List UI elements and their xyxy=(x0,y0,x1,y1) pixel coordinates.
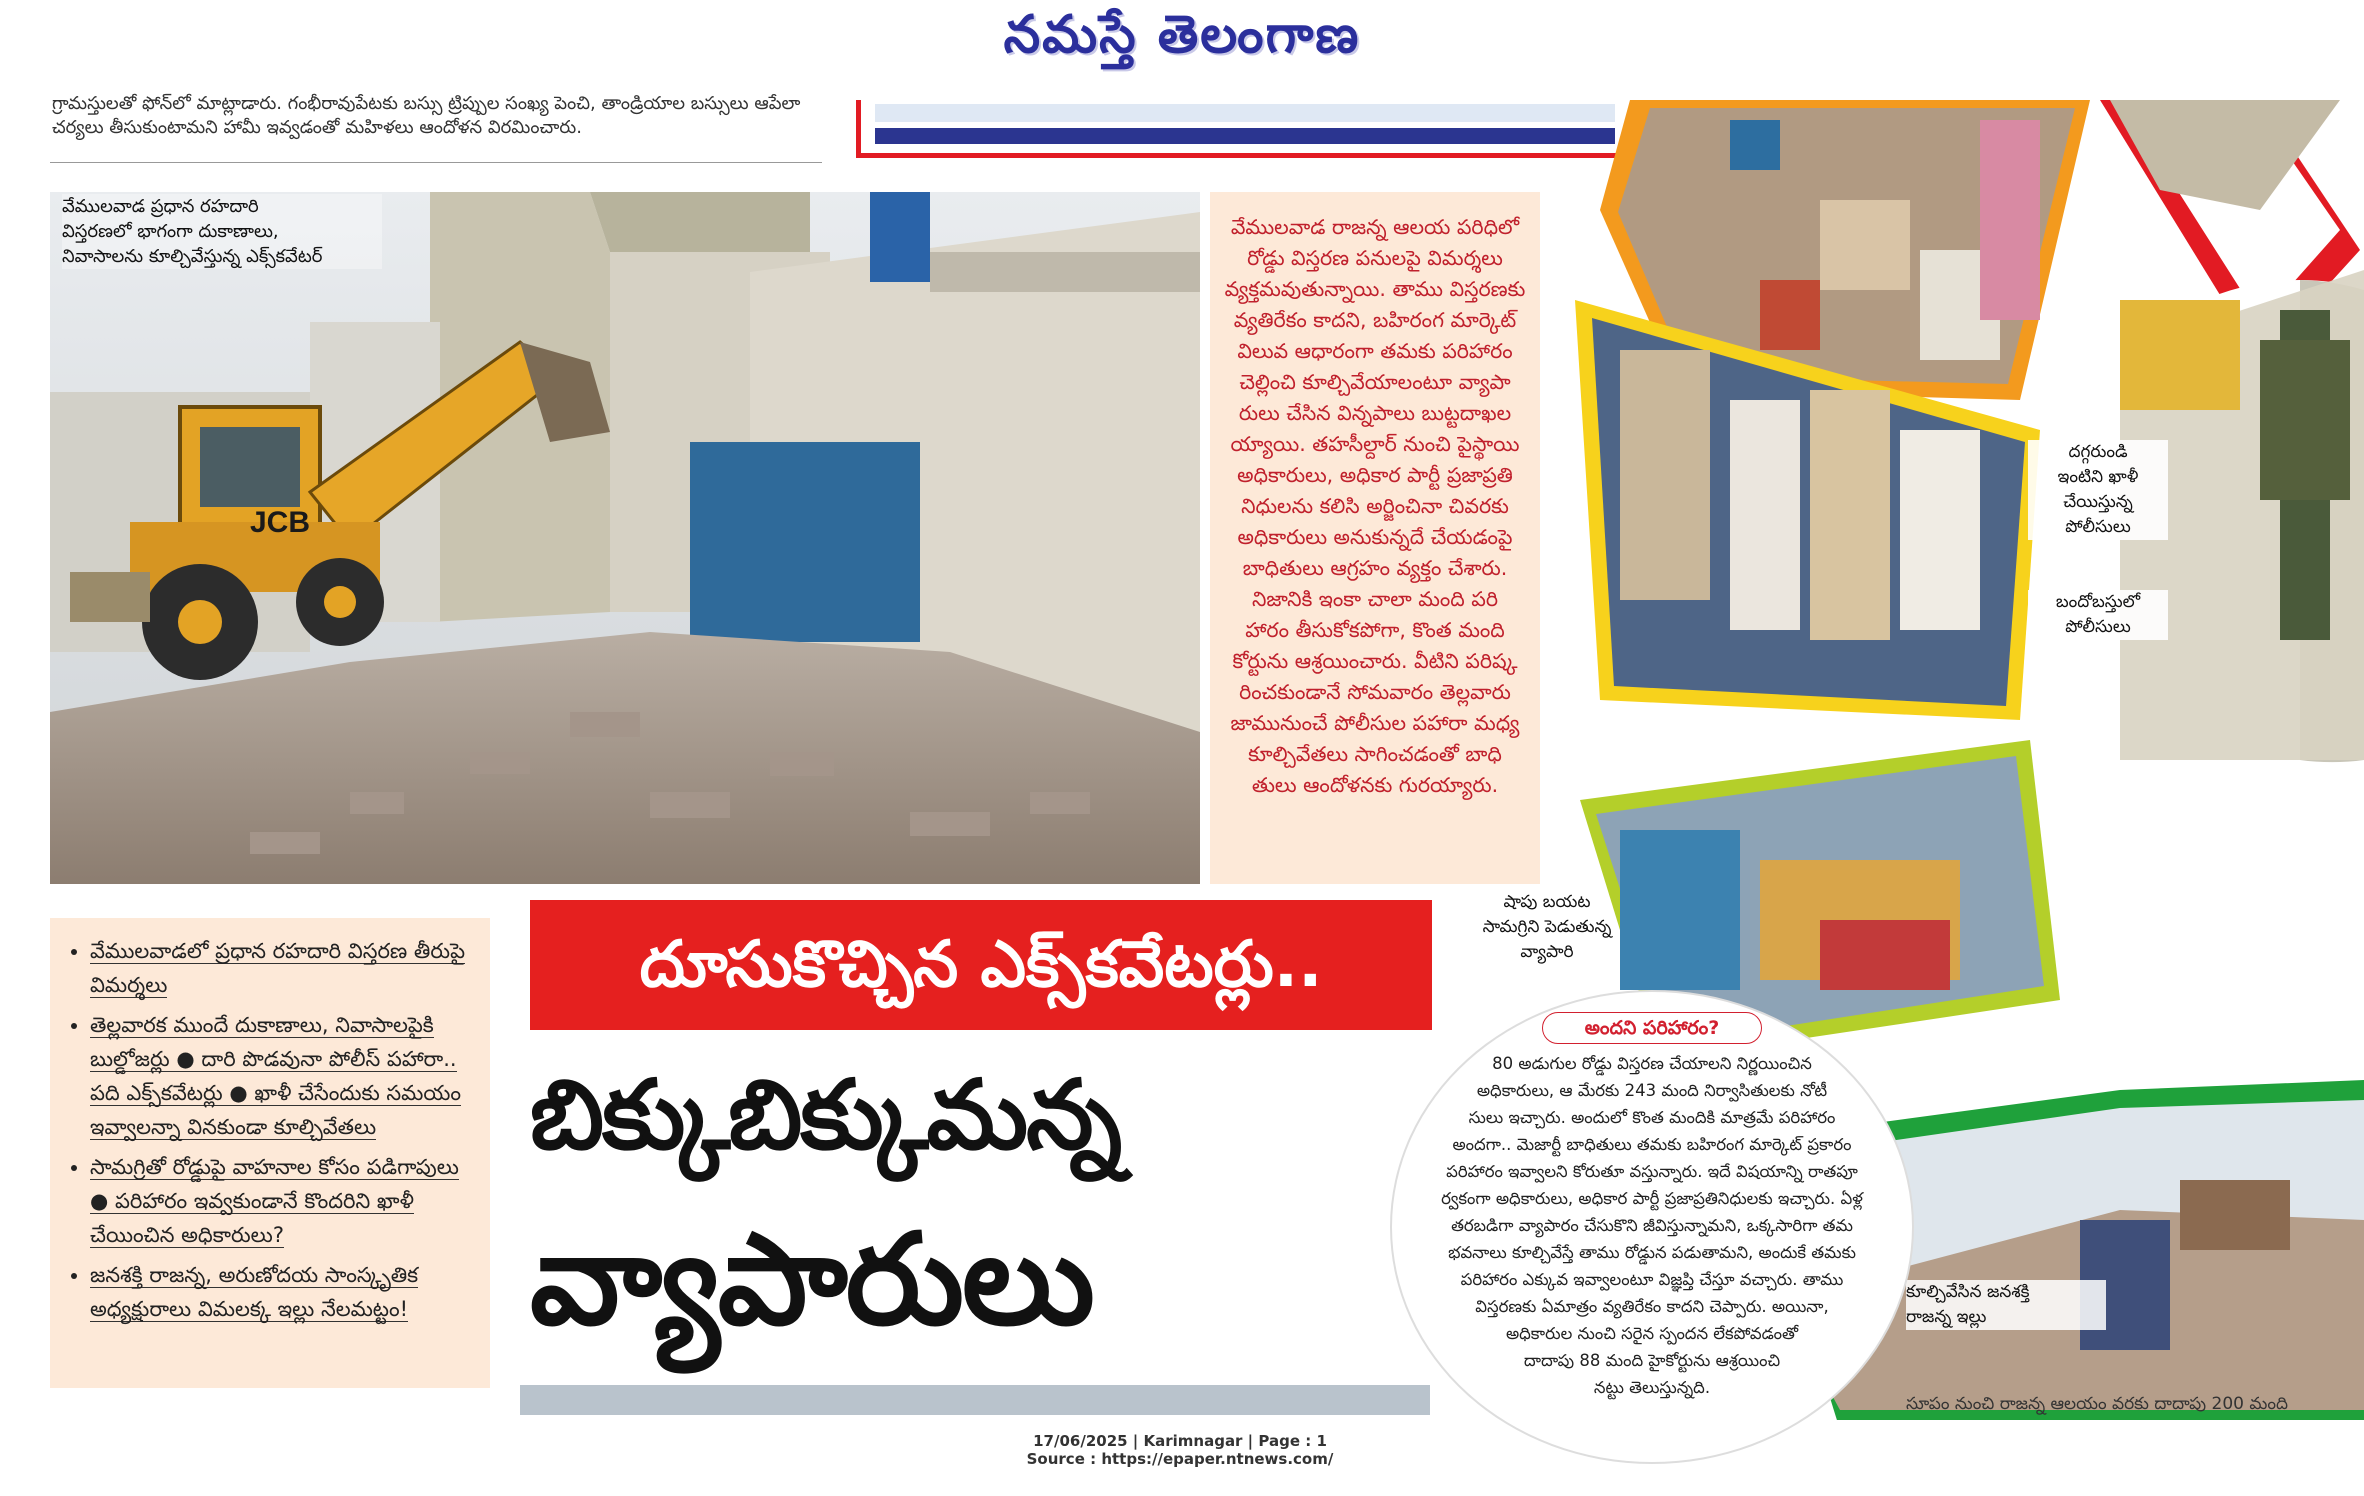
headline-red-banner: దూసుకొచ్చిన ఎక్స్‌కవేటర్లు.. xyxy=(530,900,1432,1030)
headline-line2: బిక్కుబిక్కుమన్న xyxy=(530,1059,1121,1171)
masthead xyxy=(0,0,2364,70)
caption-police-bandobast: బందోబస్తులో పోలీసులు xyxy=(2028,590,2168,640)
divider xyxy=(50,162,822,163)
footer-date-edition: 17/06/2025 | Karimnagar | Page : 1 xyxy=(1033,1432,1327,1450)
caption-demolished-house: కూల్చివేసిన జనశక్తి రాజన్న ఇల్లు xyxy=(1906,1280,2106,1330)
compensation-title-frame xyxy=(1542,1012,1762,1044)
highlights-box xyxy=(50,918,490,1388)
compensation-title: అందని పరిహారం? xyxy=(1584,1017,1720,1039)
footer-source: Source : https://epaper.ntnews.com/ xyxy=(1026,1450,1334,1468)
list-item: • సామగ్రితో రోడ్డుపై వాహనాల కోసం పడిగాపులు ● పరిహారం ఇవ్వకుండానే కొందరిని ఖాళీ చేయించిన అధికారులు? xyxy=(90,1150,474,1252)
story-text: వేములవాడ రాజన్న ఆలయ పరిధిలో రోడ్డు విస్తరణ పనులపై విమర్శలు వ్యక్తమవుతున్నాయి. తాము విస్తరణకు వ్యతిరేకం కాదని, బహిరంగ మార్కెట్ విలువ ఆధారంగా తమకు పరిహారం చెల్లించి కూల్చివేయాలంటూ వ్యాపా రులు చేసిన విన్నపాలు బుట్టదాఖల య్యాయి. తహసీల్దార్ నుంచి పైస్థాయి అధికారులు, అధికార పార్టీ ప్రజాప్రతి నిధులను కలిసి అర్జించినా చివరకు అధికారులు అనుకున్నదే చేయడంపై బాధితులు ఆగ్రహం వ్యక్తం చేశారు. నిజానికి ఇంకా చాలా మంది పరి హారం తీసుకోకపోగా, కొంత మంది కోర్టును ఆశ్రయించారు. వీటిని పరిష్క రించకుండానే సోమవారం తెల్లవారు జామునుంచే పోలీసుల పహారా మధ్య కూల్చివేతలు సాగించడంతో బాధి తులు ఆందోళనకు గురయ్యారు. xyxy=(1224,215,1526,797)
story-textbox xyxy=(1210,192,1540,884)
highlights-list xyxy=(66,934,474,1326)
headline-line3: వ్యాపారులు xyxy=(530,1206,1093,1353)
list-item: • వేములవాడలో ప్రధాన రహదారి విస్తరణ తీరుపై విమర్శలు xyxy=(90,934,474,1002)
caption-police-home: దగ్గరుండి ఇంటిని ఖాళీ చేయిస్తున్న పోలీసులు xyxy=(2028,440,2168,540)
bottom-right-snippet: సూపం నుంచి రాజన్న ఆలయం వరకు దాదాపు 200 మంది xyxy=(1906,1394,2288,1414)
main-demolition-photo xyxy=(50,192,1200,884)
compensation-circle xyxy=(1390,990,1914,1464)
jcb-logo: JCB xyxy=(250,506,311,539)
list-item: • తెల్లవారక ముందే దుకాణాలు, నివాసాలపైకి బుల్డోజర్లు ● దారి పొడవునా పోలీస్ పహారా.. పది ఎక్స్‌కవేటర్లు ● ఖాళీ చేసేందుకు సమయం ఇవ్వాలన్నా వినకుండా కూల్చివేతలు xyxy=(90,1008,474,1144)
page-footer xyxy=(880,1432,1480,1468)
caption-shop-outside: షాపు బయట సామగ్రిని పెడుతున్న వ్యాపారి xyxy=(1482,892,1612,962)
main-photo-caption: వేములవాడ ప్రధాన రహదారి విస్తరణలో భాగంగా దుకాణాలు, నివాసాలను కూల్చివేస్తున్న ఎక్స్‌కవేటర్ xyxy=(62,194,382,269)
top-ad-frame xyxy=(856,100,1636,158)
list-item: • జనశక్తి రాజన్న, అరుణోదయ సాంస్కృతిక అధ్యక్షురాలు విమలక్క ఇల్లు నేలమట్టం! xyxy=(90,1258,474,1326)
newspaper-title: నమస్తే తెలంగాణ xyxy=(1003,4,1361,65)
excavator-scene-illustration xyxy=(50,192,1200,884)
compensation-text: 80 అడుగుల రోడ్డు విస్తరణ చేయాలని నిర్ణయించిన అధికారులు, ఆ మేరకు 243 మంది నిర్వాసితులకు నోటీ సులు ఇచ్చారు. అందులో కొంత మందికి మాత్రమే పరిహారం అందగా.. మెజార్టీ బాధితులు తమకు బహిరంగ మార్కెట్ ప్రకారం పరిహారం ఇవ్వాలని కోరుతూ వస్తున్నారు. ఇదే విషయాన్ని రాతపూ ర్వకంగా అధికారులు, అధికార పార్టీ ప్రజాప్రతినిధులకు ఇచ్చారు. ఏళ్ల తరబడిగా వ్యాపారం చేసుకొని జీవిస్తున్నామని, ఒక్కసారిగా తమ భవనాలు కూల్చివేస్తే తాము రోడ్డున పడుతామని, అందుకే తమకు పరిహారం ఎక్కువ ఇవ్వాలంటూ విజ్ఞప్తి చేస్తూ వచ్చారు. తాము విస్తరణకు ఏమాత్రం వ్యతిరేకం కాదని చెప్పారు. అయినా, అధికారుల నుంచి సరైన స్పందన లేకపోవడంతో దాదాపు 88 మంది హైకోర్టును ఆశ్రయించి నట్టు తెలుస్తున్నది. xyxy=(1441,1054,1863,1397)
bottom-photo-strip xyxy=(520,1385,1430,1415)
top-snippet: గ్రామస్తులతో ఫోన్‌లో మాట్లాడారు. గంభీరావుపేటకు బస్సు ట్రిప్పుల సంఖ్య పెంచి, తాండ్రియాల బస్సులు ఆపేలా చర్యలు తీసుకుంటామని హామీ ఇవ్వడంతో మహిళలు ఆందోళన విరమించారు. xyxy=(52,93,801,138)
